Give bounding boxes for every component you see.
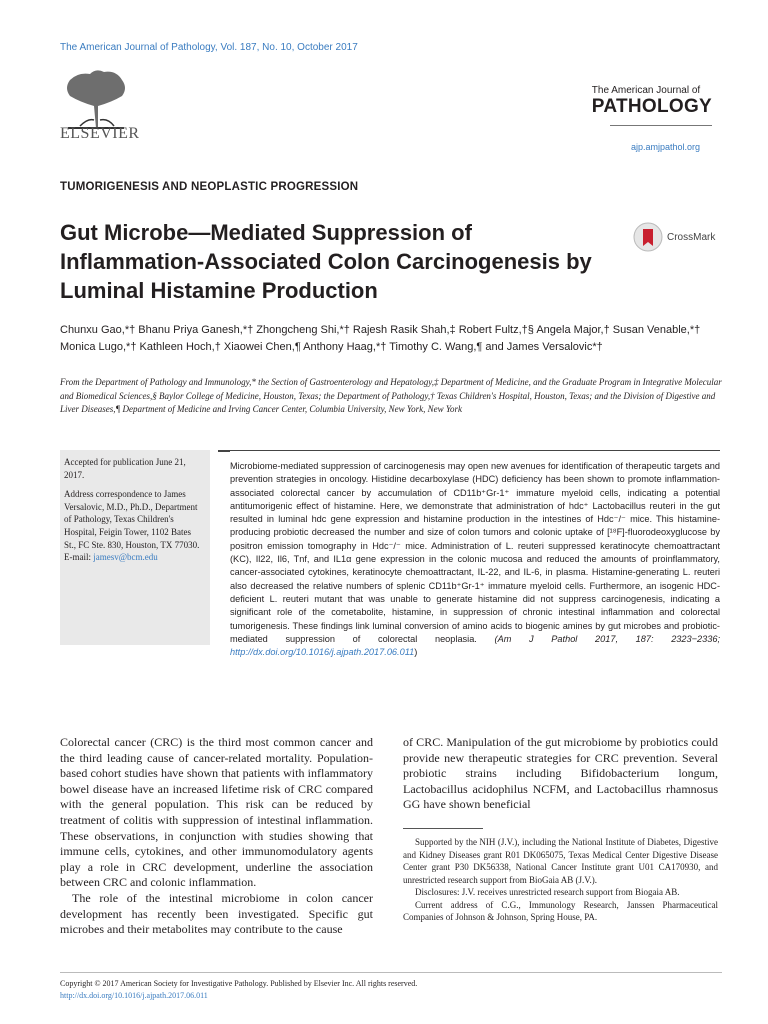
- section-heading: TUMORIGENESIS AND NEOPLASTIC PROGRESSION: [60, 181, 359, 193]
- acceptance-date: Accepted for publication June 21, 2017.: [64, 457, 186, 480]
- journal-brand-small: The American Journal of: [591, 85, 701, 96]
- journal-brand: [592, 85, 712, 118]
- author-list: [60, 322, 720, 356]
- footer-doi-link[interactable]: http://dx.doi.org/10.1016/j.ajpath.2017.06.011: [60, 991, 208, 1000]
- author-line: Monica Lugo,*† Kathleen Hoch,† Xiaowei Chen,¶ Anthony Haag,*† Timothy C. Wang,¶ and James Versalovic*†: [60, 341, 603, 353]
- journal-brand-title: PATHOLOGY: [591, 96, 712, 117]
- crossmark-badge[interactable]: [633, 222, 715, 252]
- body-column-right: [403, 735, 718, 813]
- body-paragraph: The role of the intestinal microbiome in colon cancer development has recently been investigated. Specific gut microbes and their metabolites may contribute to the cause: [60, 890, 373, 937]
- affiliations: From the Department of Pathology and Immunology,* the Section of Gastroenterology and Hepatology,‡ Department of Medicine, and the Graduate Program in Integrative Molecular and Biomedical Sciences,§ Baylor College of Medicine, Houston, Texas; the Department of Pathology,† Texas Children's Hospital, Houston, Texas; and the Division of Digestive and Liver Diseases,¶ Department of Medicine and Irving Cancer Center, Columbia University, New York, New York: [60, 377, 722, 415]
- body-column-left: [60, 735, 373, 938]
- footnotes: [403, 836, 718, 924]
- article-info-sidebar: [60, 450, 210, 645]
- abstract-body: Microbiome-mediated suppression of carcinogenesis may open new avenues for identification of therapeutic targets and prevention strategies in oncology. Histidine decarboxylase (HDC) deficiency has been shown to promote inflammation-associated colorectal cancer by accumulation of CD11b⁺Gr-1⁺ immature myeloid cells, indicating a potential antitumorigenic effect of histamine. Here, we demonstrate that administration of hdc⁺ Lactobacillus reuteri in the gut resulted in luminal hdc gene expression and histamine production in the intestines of Hdc⁻/⁻ mice. This histamine-producing probiotic decreased the number and size of colon tumors and colonic uptake of [¹⁸F]-fluorodeoxyglucose by positron emission tomography in Hdc⁻/⁻ mice. Administration of L. reuteri suppressed keratinocyte chemoattractant (KC), Il22, Il6, Tnf, and IL1α gene expression in the colonic mucosa and reduced the amounts of proinflammatory, cancer-associated cytokines, keratinocyte chemoattractant, IL-22, and IL-6, in plasma. Histamine-generating L. reuteri also decreased the relative numbers of splenic CD11b⁺Gr-1⁺ immature myeloid cells. Furthermore, an isogenic HDC-deficient L. reuteri mutant that was unable to generate histamine did not suppress carcinogenesis, indicating a significant role of the cometabolite, histamine, in suppression of chronic intestinal inflammation and colorectal tumorigenesis. These findings link luminal conversion of amino acids to biogenic amines by gut microbes and probiotic-mediated suppression of colorectal neoplasia.: [230, 461, 720, 644]
- correspondence-email-link[interactable]: jamesv@bcm.edu: [93, 552, 158, 563]
- abstract-citation: (Am J Pathol 2017, 187: 2323−2336;: [494, 633, 720, 644]
- body-paragraph: Colorectal cancer (CRC) is the third most common cancer and the third leading cause of cancer-related mortality. Population-based cohort studies have shown that patients with inflammatory bowel disease have an increased lifetime risk of CRC compared with the general population. This risk can be reduced by treatment of colitis with suppression of intestinal inflammation. These observations, in conjunction with studies showing that immune cells, cytokines, and other immunomodulatory agents play a role in CRC development, underline the association between CRC and colonic inflammation.: [60, 735, 373, 890]
- crossmark-label: CrossMark: [667, 231, 716, 243]
- funding-note: Supported by the NIH (J.V.), including the National Institute of Diabetes, Digestive and Kidney Diseases grant R01 DK065075, Texas Medical Center Digestive Disease Center grant P30 DK56338, National Cancer Institute grant U01 CA170930, and unrestricted research support from BioGaia AB (J.V.).: [403, 837, 718, 885]
- journal-citation-line[interactable]: The American Journal of Pathology, Vol. 187, No. 10, October 2017: [60, 42, 358, 53]
- footer: [60, 978, 417, 1002]
- correspondence-address: Address correspondence to James Versalovic, M.D., Ph.D., Department of Pathology, Texas Children's Hospital, Feigin Tower, 1102 Bates St., FC Ste. 830, Houston, TX 77030. E-mail:: [64, 489, 200, 563]
- correspondence: [64, 488, 202, 564]
- publisher-wordmark: ELSEVIER: [60, 125, 140, 142]
- crossmark-icon: [633, 222, 663, 252]
- abstract-citation-close: ): [414, 647, 418, 658]
- footer-divider: [60, 972, 722, 973]
- header-divider: [610, 125, 712, 126]
- abstract-doi-link[interactable]: http://dx.doi.org/10.1016/j.ajpath.2017.06.011: [230, 647, 415, 658]
- disclosure-note: Disclosures: J.V. receives unrestricted research support from Biogaia AB.: [415, 887, 680, 897]
- journal-url-link[interactable]: ajp.amjpathol.org: [630, 142, 700, 152]
- abstract: [230, 460, 720, 659]
- article-title: Gut Microbe—Mediated Suppression of Inflammation-Associated Colon Carcinogenesis by Luminal Histamine Production: [60, 220, 592, 303]
- body-paragraph: of CRC. Manipulation of the gut microbiome by probiotics could provide new therapeutic strategies for CRC prevention. Several probiotic strains including Bifidobacterium longum, Lactobacillus acidophilus NCFM, and Lactobacillus rhamnosus GG have shown beneficial: [403, 735, 718, 812]
- author-line: Chunxu Gao,*† Bhanu Priya Ganesh,*† Zhongcheng Shi,*† Rajesh Rasik Shah,‡ Robert Fultz,†§ Angela Major,† Susan Venable,*†: [60, 324, 701, 336]
- footnote-divider: [403, 828, 483, 829]
- current-address-note: Current address of C.G., Immunology Research, Janssen Pharmaceutical Companies of Johnson & Johnson, Spring House, PA.: [403, 899, 718, 922]
- copyright-notice: Copyright © 2017 American Society for Investigative Pathology. Published by Elsevier Inc. All rights reserved.: [60, 979, 418, 988]
